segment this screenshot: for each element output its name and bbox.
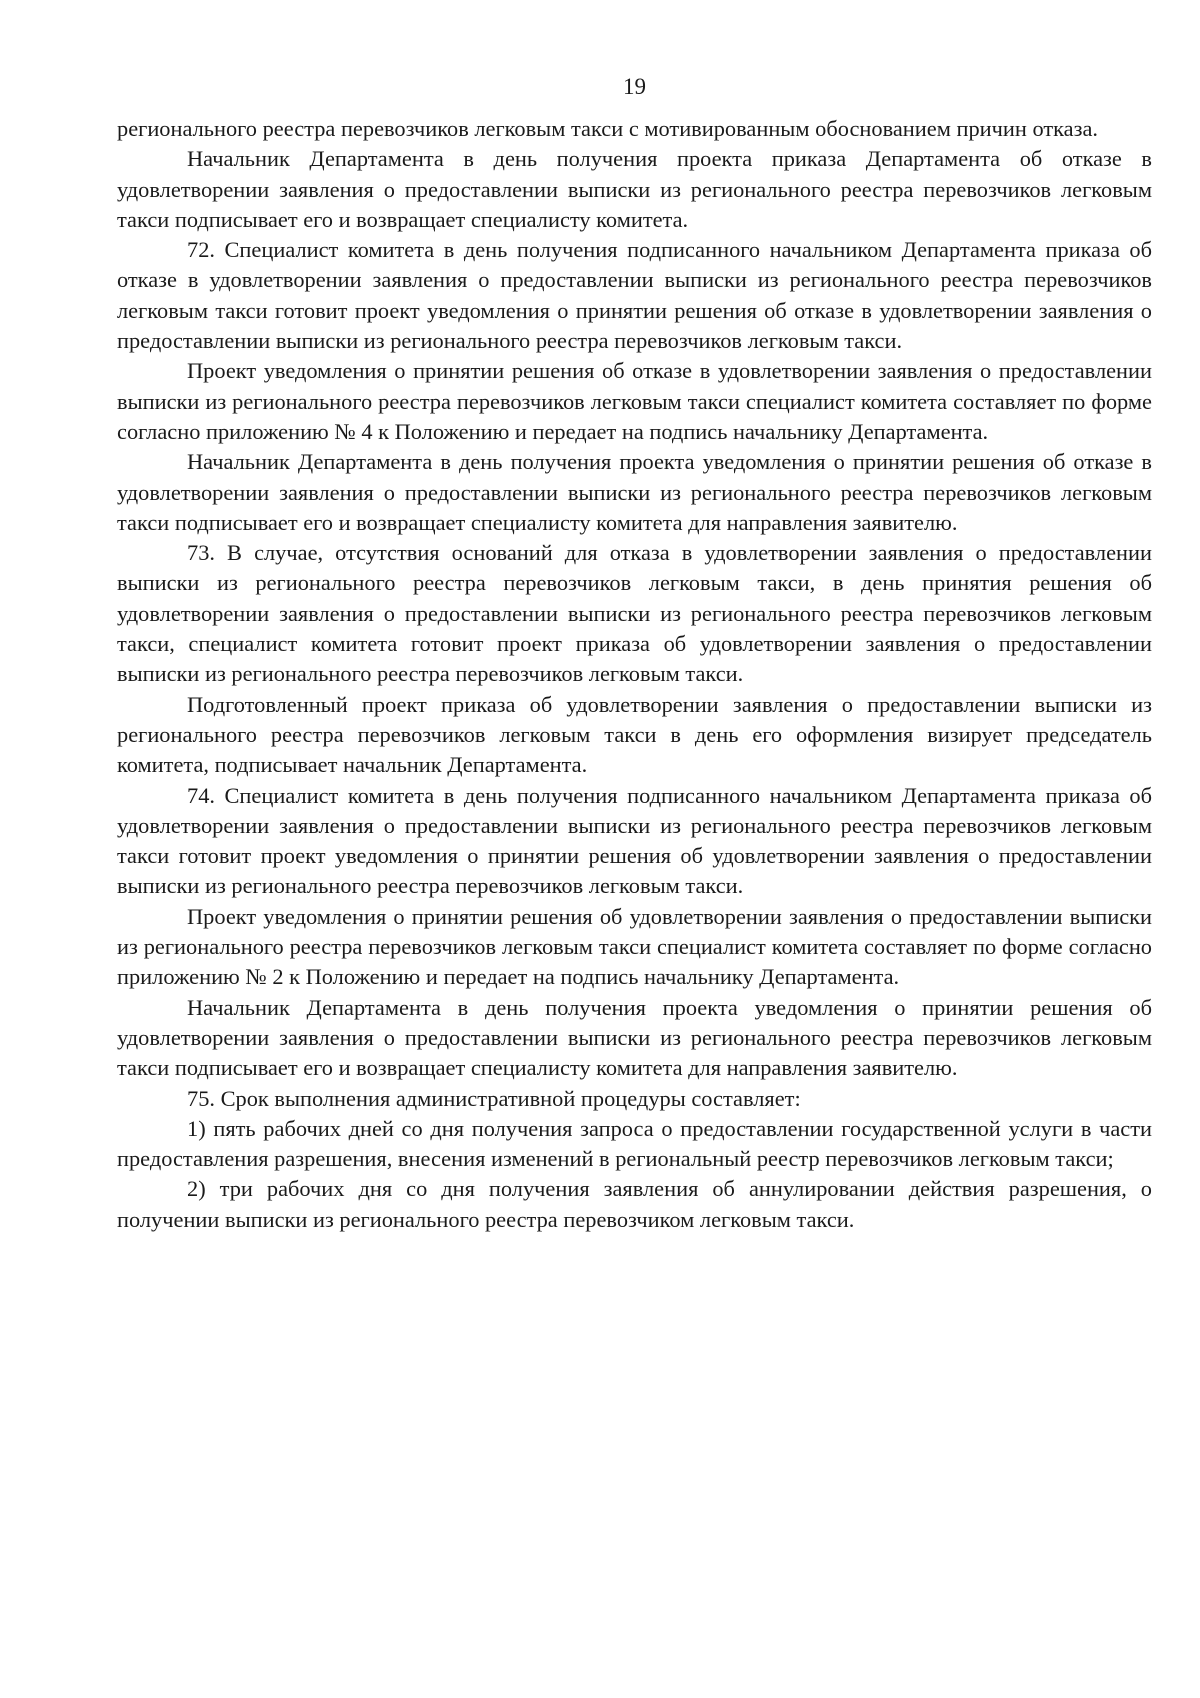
list-item-1: 1) пять рабочих дней со дня получения запроса о предоставлении государственной услуги в части предоставления разрешения, внесения изменений в региональный реестр перевозчиков легковым такси;	[117, 1115, 1152, 1172]
paragraph: Начальник Департамента в день получения проекта уведомления о принятии решения об удовлетворении заявления о предоставлении выписки из регионального реестра перевозчиков легковым такси подписывает его и возвращает специалисту комитета для направления заявителю.	[117, 994, 1152, 1081]
page-number: 19	[623, 74, 646, 99]
paragraph-item-73: 73. В случае, отсутствия оснований для отказа в удовлетворении заявления о предоставлении выписки из регионального реестра перевозчиков легковым такси, в день принятия решения об удовлетворении заявления о предоставлении выписки из регионального реестра перевозчиков легковым такси, специалист комитета готовит проект приказа об удовлетворении заявления о предоставлении выписки из регионального реестра перевозчиков легковым такси.	[117, 540, 1152, 687]
paragraph-item-72: 72. Специалист комитета в день получения подписанного начальником Департамента приказа об отказе в удовлетворении заявления о предоставлении выписки из регионального реестра перевозчиков легковым такси готовит проект уведомления о принятии решения об отказе в удовлетворении заявления о предоставлении выписки из регионального реестра перевозчиков легковым такси.	[117, 237, 1152, 354]
paragraph: Начальник Департамента в день получения проекта приказа Департамента об отказе в удовлетворении заявления о предоставлении выписки из регионального реестра перевозчиков легковым такси подписывает его и возвращает специалисту комитета.	[117, 146, 1152, 232]
paragraph: Проект уведомления о принятии решения об удовлетворении заявления о предоставлении выписки из регионального реестра перевозчиков легковым такси специалист комитета составляет по форме согласно приложению № 2 к Положению и передает на подпись начальнику Департамента.	[117, 903, 1152, 990]
paragraph: Подготовленный проект приказа об удовлетворении заявления о предоставлении выписки из регионального реестра перевозчиков легковым такси в день его оформления визирует председатель комитета, подписывает начальник Департамента.	[117, 691, 1152, 778]
paragraph-item-74: 74. Специалист комитета в день получения подписанного начальником Департамента приказа об удовлетворении заявления о предоставлении выписки из регионального реестра перевозчиков легковым такси готовит проект уведомления о принятии решения об удовлетворении заявления о предоставлении выписки из регионального реестра перевозчиков легковым такси.	[117, 782, 1152, 899]
paragraph: Начальник Департамента в день получения проекта уведомления о принятии решения об отказе в удовлетворении заявления о предоставлении выписки из регионального реестра перевозчиков легковым такси подписывает его и возвращает специалисту комитета для направления заявителю.	[117, 449, 1152, 535]
paragraph: Проект уведомления о принятии решения об отказе в удовлетворении заявления о предоставлении выписки из регионального реестра перевозчиков легковым такси специалист комитета составляет по форме согласно приложению № 4 к Положению и передает на подпись начальнику Департамента.	[117, 358, 1152, 444]
paragraph-item-75: 75. Срок выполнения административной процедуры составляет:	[187, 1085, 801, 1111]
paragraph-continuation: регионального реестра перевозчиков легковым такси с мотивированным обоснованием причин отказа.	[117, 116, 1098, 141]
list-item-2: 2) три рабочих дня со дня получения заявления об аннулировании действия разрешения, о получении выписки из регионального реестра перевозчиком легковым такси.	[117, 1176, 1152, 1232]
document-body	[117, 114, 1152, 1235]
